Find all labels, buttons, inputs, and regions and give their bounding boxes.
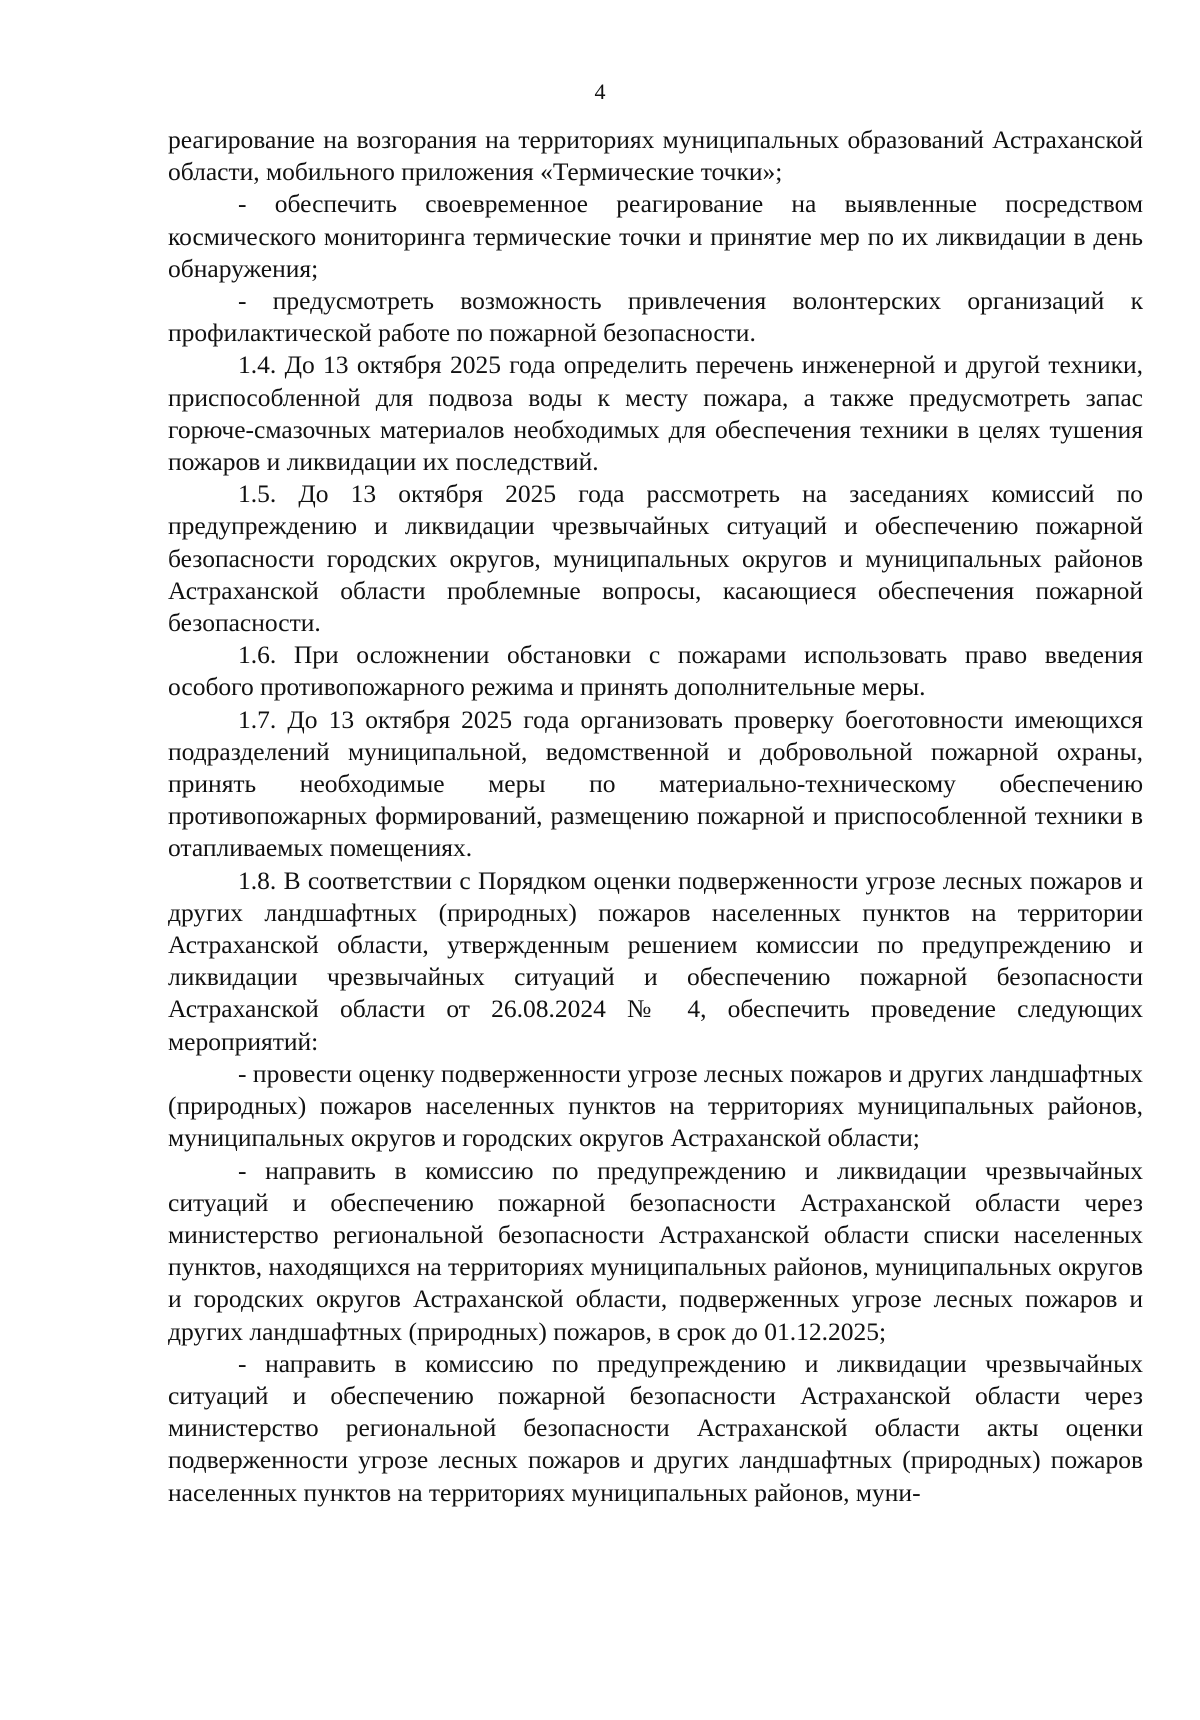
paragraph-1-4: 1.4. До 13 октября 2025 года определить перечень инженерной и другой техники, приспособленной для подвоза воды к месту пожара, а также предусмотреть запас горюче-смазочных материалов необходимых для обеспечения техники в целях тушения пожаров и ликвидации их последствий.: [168, 350, 1143, 477]
paragraph-reaction-app: реагирование на возгорания на территориях муниципальных образований Астраханской области, мобильного приложения «Термические точки»;: [168, 125, 1143, 187]
paragraph-send-acts: - направить в комиссию по предупреждению и ликвидации чрезвычайных ситуаций и обеспечению пожарной безопасности Астраханской области через министерство региональной безопасности Астраханской области акты оценки подверженности угрозе лесных пожаров и других ландшафтных (природных) пожаров населенных пунктов на территориях муниципальных районов, муни-: [168, 1348, 1143, 1507]
paragraph-send-lists: - направить в комиссию по предупреждению и ликвидации чрезвычайных ситуаций и обеспечению пожарной безопасности Астраханской области через министерство региональной безопасности Астраханской области списки населенных пунктов, находящихся на территориях муниципальных районов, муниципальных округов и городских округов Астраханской области, подверженных угрозе лесных пожаров и других ландшафтных (природных) пожаров, в срок до 01.12.2025;: [168, 1155, 1143, 1346]
paragraph-volunteers: - предусмотреть возможность привлечения волонтерских организаций к профилактической работе по пожарной безопасности.: [168, 286, 1143, 348]
paragraph-assessment: - провести оценку подверженности угрозе лесных пожаров и других ландшафтных (природных) пожаров населенных пунктов на территориях муниципальных районов, муниципальных округов и городских округов Астраханской области;: [168, 1058, 1143, 1153]
paragraph-1-6: 1.6. При осложнении обстановки с пожарами использовать право введения особого противопожарного режима и принять дополнительные меры.: [168, 640, 1143, 702]
page-number: 4: [594, 79, 606, 104]
document-body: [168, 124, 1143, 1509]
paragraph-1-7: 1.7. До 13 октября 2025 года организовать проверку боеготовности имеющихся подразделений муниципальной, ведомственной и добровольной пожарной охраны, принять необходимые меры по материально-техническому обеспечению противопожарных формирований, размещению пожарной и приспособленной техники в отапливаемых помещениях.: [168, 704, 1143, 863]
paragraph-timely-response: - обеспечить своевременное реагирование на выявленные посредством космического мониторинга термические точки и принятие мер по их ликвидации в день обнаружения;: [168, 189, 1143, 283]
paragraph-1-8: 1.8. В соответствии с Порядком оценки подверженности угрозе лесных пожаров и других ландшафтных (природных) пожаров населенных пунктов на территории Астраханской области, утвержденным решением комиссии по предупреждению и ликвидации чрезвычайных ситуаций и обеспечению пожарной безопасности Астраханской области от 26.08.2024 № 4, обеспечить проведение следующих мероприятий:: [168, 865, 1143, 1056]
paragraph-1-5: 1.5. До 13 октября 2025 года рассмотреть на заседаниях комиссий по предупреждению и ликвидации чрезвычайных ситуаций и обеспечению пожарной безопасности городских округов, муниципальных округов и муниципальных районов Астраханской области проблемные вопросы, касающиеся обеспечения пожарной безопасности.: [168, 479, 1143, 638]
